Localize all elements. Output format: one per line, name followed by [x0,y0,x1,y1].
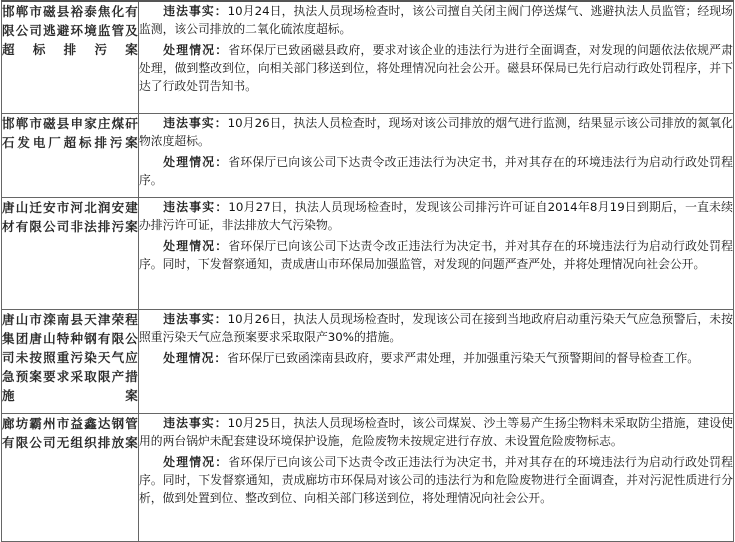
case-row [2,113,734,197]
handling-label: 处理情况 [163,350,215,365]
violation-paragraph: 违法事实：10月27日，执法人员现场检查时，发现该公司排污许可证自2014年8月19日到期后，一直未续办排污许可证，非法排放大气污染物。 [139,199,733,232]
case-title-cell [2,1,139,113]
violation-text: 10月25日，执法人员现场检查时，该公司煤炭、沙土等易产生扬尘物料未采取防尘措施，建设使用的两台锅炉未配套建设环境保护设施，危险废物未按规定进行存放、未设置危险废物标志。 [139,415,733,448]
violation-text: 10月26日，执法人员现场检查时，发现该公司在接到当地政府启动重污染天气应急预警后，未按照重污染天气应急预案要求采取限产30%的措施。 [139,311,733,344]
case-title: 邯郸市磁县裕泰焦化有限公司逃避环境监管及超标排污案 [2,4,138,57]
violation-label: 违法事实 [163,415,215,430]
case-title: 邯郸市磁县申家庄煤矸石发电厂超标排污案 [2,115,138,150]
violation-label: 违法事实 [163,199,216,214]
case-title: 廊坊霸州市益鑫达钢管有限公司无组织排放案 [2,415,138,450]
violation-paragraph: 违法事实：10月26日，执法人员现场检查时，发现该公司在接到当地政府启动重污染天气应急预警后，未按照重污染天气应急预案要求采取限产30%的措施。 [139,311,733,344]
case-row [2,413,734,542]
violation-label: 违法事实 [163,311,215,326]
handling-text: 省环保厅已致函滦南县政府，要求严肃处理，并加强重污染天气预警期间的督导检查工作。 [227,350,700,365]
case-title-cell [2,197,139,309]
handling-label: 处理情况 [163,454,216,469]
case-title: 唐山市滦南县天津荣程集团唐山特种钢有限公司未按照重污染天气应急预案要求采取限产措施案 [2,311,138,403]
case-title: 唐山迁安市河北润安建材有限公司非法排污案 [2,199,138,234]
case-detail-cell [139,413,734,542]
violation-label: 违法事实 [163,115,215,130]
handling-text: 省环保厅已向该公司下达责令改正违法行为决定书，并对其存在的环境违法行为启动行政处罚程序。同时，下发督察通知，责成廊坊市环保局对该公司的违法行为和危险废物进行全面调查，并对污泥性质进行分析，做到处置到位、整改到位、向相关部门移送到位，将处理情况向社会公开。 [139,454,733,505]
handling-label: 处理情况 [163,238,216,253]
case-title-cell [2,113,139,197]
violation-label: 违法事实 [163,4,215,18]
handling-text: 省环保厅已向该公司下达责令改正违法行为决定书，并对其存在的环境违法行为启动行政处罚程序。 [139,154,733,187]
cases-table [1,0,734,542]
violation-text: 10月26日，执法人员检查时，现场对该公司排放的烟气进行监测，结果显示该公司排放的氮氧化物浓度超标。 [139,115,733,148]
violation-text: 10月24日，执法人员现场检查时，该公司擅自关闭主阀门停送煤气、逃避执法人员监管；经现场监测，该公司排放的二氧化硫浓度超标。 [139,4,733,36]
violation-text: 10月27日，执法人员现场检查时，发现该公司排污许可证自2014年8月19日到期后，一直未续办排污许可证，非法排放大气污染物。 [139,199,733,232]
handling-paragraph: 处理情况：省环保厅已致函磁县政府，要求对该企业的违法行为进行全面调查，对发现的问题依法依规严肃处理，做到整改到位，向相关部门移送到位，将处理情况向社会公开。磁县环保局已先行启动行政处罚程序，并下达了行政处罚告知书。 [139,43,733,93]
case-detail-cell [139,113,734,197]
violation-paragraph: 违法事实：10月26日，执法人员检查时，现场对该公司排放的烟气进行监测，结果显示该公司排放的氮氧化物浓度超标。 [139,115,733,148]
violation-paragraph: 违法事实：10月25日，执法人员现场检查时，该公司煤炭、沙土等易产生扬尘物料未采取防尘措施，建设使用的两台锅炉未配套建设环境保护设施，危险废物未按规定进行存放、未设置危险废物标志。 [139,415,733,448]
handling-text: 省环保厅已向该公司下达责令改正违法行为决定书，并对其存在的环境违法行为启动行政处罚程序。同时，下发督察通知，责成唐山市环保局加强监管，对发现的问题严查严处，并将处理情况向社会公开。 [139,238,733,271]
handling-text: 省环保厅已致函磁县政府，要求对该企业的违法行为进行全面调查，对发现的问题依法依规严肃处理，做到整改到位，向相关部门移送到位，将处理情况向社会公开。磁县环保局已先行启动行政处罚程序，并下达了行政处罚告知书。 [139,43,733,93]
case-row [2,197,734,309]
case-row [2,309,734,413]
handling-paragraph: 处理情况：省环保厅已致函滦南县政府，要求严肃处理，并加强重污染天气预警期间的督导检查工作。 [163,350,700,365]
case-title-cell [2,309,139,413]
handling-paragraph: 处理情况：省环保厅已向该公司下达责令改正违法行为决定书，并对其存在的环境违法行为启动行政处罚程序。 [139,154,733,187]
case-row [2,1,734,113]
handling-label: 处理情况 [163,43,216,57]
case-detail-cell [139,197,734,309]
case-title-cell [2,413,139,542]
violation-paragraph: 违法事实：10月24日，执法人员现场检查时，该公司擅自关闭主阀门停送煤气、逃避执法人员监管；经现场监测，该公司排放的二氧化硫浓度超标。 [139,4,733,36]
handling-paragraph: 处理情况：省环保厅已向该公司下达责令改正违法行为决定书，并对其存在的环境违法行为启动行政处罚程序。同时，下发督察通知，责成唐山市环保局加强监管，对发现的问题严查严处，并将处理情况向社会公开。 [139,238,733,271]
case-detail-cell [139,1,734,113]
case-detail-cell [139,309,734,413]
handling-label: 处理情况 [163,154,216,169]
handling-paragraph: 处理情况：省环保厅已向该公司下达责令改正违法行为决定书，并对其存在的环境违法行为启动行政处罚程序。同时，下发督察通知，责成廊坊市环保局对该公司的违法行为和危险废物进行全面调查，并对污泥性质进行分析，做到处置到位、整改到位、向相关部门移送到位，将处理情况向社会公开。 [139,454,733,505]
